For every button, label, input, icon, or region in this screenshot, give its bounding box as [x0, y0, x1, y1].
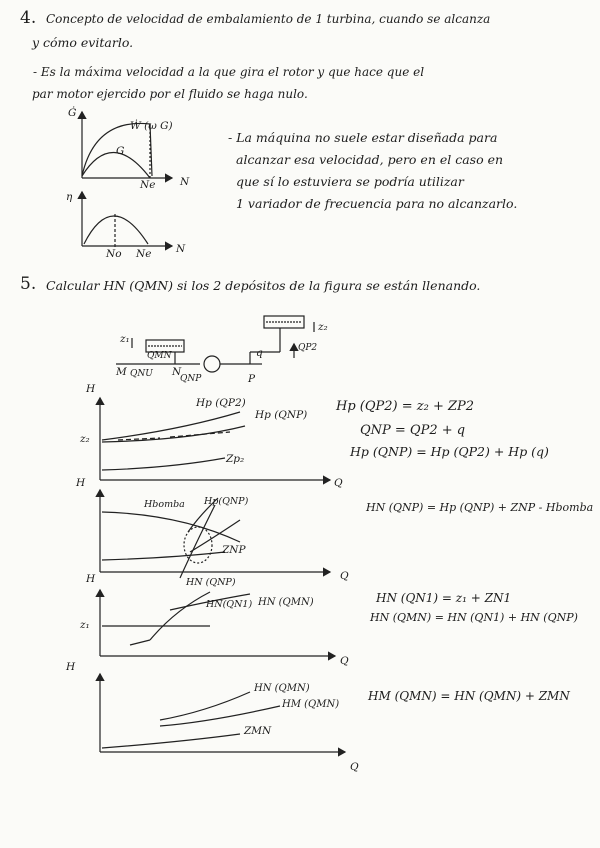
efficiency-speed-graph [82, 192, 172, 248]
graph-a-hp-qp2: Hp (QP2) [196, 397, 246, 409]
graph-b-hp-qnp: Hp(QNP) [204, 496, 249, 507]
graph1-inner-label: G [116, 145, 125, 157]
equation-4: HN (QNP) = Hp (QNP) + ZNP - Hbomba [366, 501, 594, 514]
schematic-qp2: QP2 [298, 343, 318, 353]
equation-1: Hp (QP2) = z₂ + ZP2 [336, 399, 475, 414]
note-line-4: 1 variador de frecuencia para no alcanzarlo. [236, 196, 518, 211]
schematic-p: P [248, 373, 256, 385]
equation-2: QNP = QP2 + q [360, 423, 466, 438]
graph-a-z2: z₂ [80, 433, 90, 445]
question-4-line-1: Concepto de velocidad de embalamiento de 1 turbina, cuando se alcanza [46, 12, 491, 26]
schematic-z2: z₂ [318, 321, 328, 333]
graph-c-hn-qn1: HN(QN1) [206, 599, 253, 610]
schematic-n: N [172, 366, 182, 378]
graph-d-hn-qmn: HN (QMN) [254, 683, 310, 694]
graph-d-zmn: ZMN [244, 725, 272, 737]
answer-4-line-1: - Es la máxima velocidad a la que gira el rotor y que hace que el [33, 65, 425, 79]
answer-4-line-2: par motor ejercido por el fluido se haga nulo. [32, 87, 308, 101]
equation-6: HN (QMN) = HN (QN1) + HN (QNP) [370, 611, 578, 624]
graph-d-hm-qmn: HM (QMN) [282, 699, 340, 710]
question-5-number: 5. [20, 274, 37, 294]
equation-3: Hp (QNP) = Hp (QP2) + Hp (q) [350, 444, 549, 459]
schematic-qnu: QNU [130, 369, 153, 379]
graph-c-hn-qmn: HN (QMN) [258, 597, 314, 608]
graph1-curve-label: Ẇ (ω G) [130, 120, 173, 132]
schematic-qnp: QNP [180, 374, 202, 384]
graph-b-q: Q [340, 570, 349, 582]
graph1-x-label: N [180, 176, 190, 188]
equation-7: HM (QMN) = HN (QMN) + ZMN [368, 689, 570, 703]
graph-c-h: H [86, 573, 96, 585]
graph2-no-label: No [106, 248, 122, 260]
schematic-q: q [256, 347, 263, 359]
graph-a-hp-qnp: Hp (QNP) [255, 409, 308, 421]
graph1-y-label: Ġ [68, 107, 77, 119]
graph2-y-label: η [66, 191, 73, 203]
equation-5: HN (QN1) = z₁ + ZN1 [376, 591, 512, 605]
note-line-2: alcanzar esa velocidad, pero en el caso en [236, 152, 504, 167]
graph1-ne-label: Ne [140, 179, 156, 191]
graph-a-q: Q [334, 477, 343, 489]
note-line-1: - La máquina no suele estar diseñada para [228, 130, 498, 145]
graph2-x-label: N [176, 243, 186, 255]
graph-a-h: H [86, 383, 96, 395]
schematic-qmn: QMN [147, 351, 172, 361]
question-5-statement: Calcular HN (QMN) si los 2 depósitos de la figura se están llenando. [46, 278, 481, 293]
schematic-z1: z₁ [120, 333, 130, 345]
pipe-schematic [116, 316, 314, 372]
graph-b-hn-qnp: HN (QNP) [186, 577, 236, 588]
question-4-line-2: y cómo evitarlo. [32, 35, 134, 50]
graph-c-z1: z₁ [80, 619, 90, 631]
graph-a-zp2: Zp₂ [226, 453, 245, 465]
graph-d-q: Q [350, 761, 359, 773]
graph-b-h: H [76, 477, 86, 489]
graph-c-q: Q [340, 655, 349, 667]
graph2-ne-label: Ne [136, 248, 152, 260]
graph-b-znp: ZNP [222, 544, 246, 556]
graph-d-h: H [66, 661, 76, 673]
note-line-3: que sí lo estuviera se podría utilizar [236, 174, 464, 189]
schematic-m: M [116, 366, 127, 378]
question-4-number: 4. [20, 8, 37, 28]
graph-b-hbomba: Hbomba [144, 499, 185, 510]
